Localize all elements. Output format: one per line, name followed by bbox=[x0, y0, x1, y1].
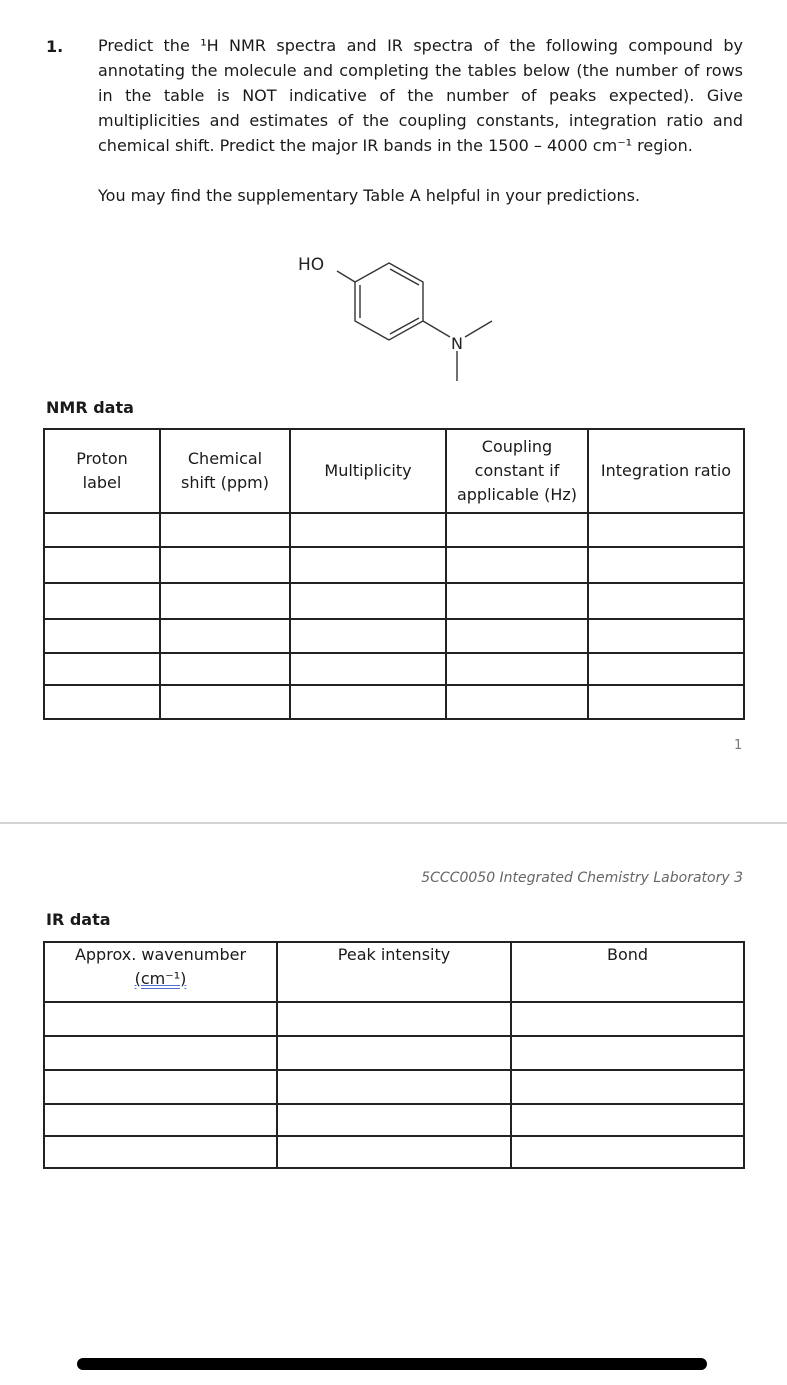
nmr-section-label: NMR data bbox=[46, 398, 134, 417]
nmr-cell[interactable] bbox=[588, 653, 744, 685]
ir-cell[interactable] bbox=[277, 1104, 511, 1136]
table-row bbox=[44, 1070, 744, 1104]
n-methyl-bond bbox=[465, 321, 492, 337]
nmr-header-row bbox=[44, 429, 744, 513]
nmr-cell[interactable] bbox=[44, 513, 160, 547]
table-row bbox=[44, 547, 744, 583]
nmr-cell[interactable] bbox=[446, 547, 588, 583]
table-row bbox=[44, 619, 744, 653]
nmr-cell[interactable] bbox=[290, 583, 446, 619]
ir-cell[interactable] bbox=[511, 1104, 744, 1136]
page-number: 1 bbox=[734, 738, 743, 753]
nmr-cell[interactable] bbox=[588, 583, 744, 619]
course-footer: 5CCC0050 Integrated Chemistry Laboratory 3 bbox=[421, 870, 743, 886]
nmr-cell[interactable] bbox=[446, 583, 588, 619]
nmr-cell[interactable] bbox=[588, 547, 744, 583]
nmr-cell[interactable] bbox=[44, 619, 160, 653]
question-paragraph: Predict the ¹H NMR spectra and IR spectra of the following compound by annotating the molecule and completing the tables below (the number of rows in the table is NOT indicative of the number of peaks expected). Give multiplicities and estimates of the coupling constants, integration ratio and chemical shift. Predict the major IR bands in the 1500 – 4000 cm⁻¹ region. bbox=[98, 36, 743, 155]
nmr-table bbox=[43, 428, 745, 720]
ir-cell[interactable] bbox=[511, 1136, 744, 1168]
nmr-cell[interactable] bbox=[290, 685, 446, 719]
nmr-cell[interactable] bbox=[290, 619, 446, 653]
nmr-cell[interactable] bbox=[290, 653, 446, 685]
nmr-cell[interactable] bbox=[446, 685, 588, 719]
table-row bbox=[44, 1104, 744, 1136]
nmr-cell[interactable] bbox=[160, 547, 290, 583]
nmr-cell[interactable] bbox=[446, 619, 588, 653]
benzene-ring bbox=[355, 263, 423, 340]
table-row bbox=[44, 685, 744, 719]
hydroxyl-label: HO bbox=[298, 255, 325, 275]
nmr-cell[interactable] bbox=[160, 685, 290, 719]
nmr-cell[interactable] bbox=[160, 513, 290, 547]
nmr-cell[interactable] bbox=[588, 513, 744, 547]
ir-cell[interactable] bbox=[44, 1002, 277, 1036]
nmr-cell[interactable] bbox=[160, 653, 290, 685]
table-row bbox=[44, 1002, 744, 1036]
nmr-cell[interactable] bbox=[160, 619, 290, 653]
ir-cell[interactable] bbox=[44, 1036, 277, 1070]
ir-cell[interactable] bbox=[277, 1070, 511, 1104]
nitrogen-label: N bbox=[451, 334, 463, 353]
ir-cell[interactable] bbox=[277, 1036, 511, 1070]
ir-cell[interactable] bbox=[511, 1002, 744, 1036]
table-row bbox=[44, 583, 744, 619]
nmr-cell[interactable] bbox=[44, 583, 160, 619]
ir-cell[interactable] bbox=[511, 1036, 744, 1070]
ring-to-n-bond bbox=[423, 321, 450, 337]
page-divider bbox=[0, 822, 787, 824]
table-row bbox=[44, 1036, 744, 1070]
header-peak-intensity: Peak intensity bbox=[277, 942, 511, 1002]
ir-cell[interactable] bbox=[44, 1104, 277, 1136]
nmr-cell[interactable] bbox=[446, 653, 588, 685]
ir-table bbox=[43, 941, 745, 1169]
ir-cell[interactable] bbox=[277, 1136, 511, 1168]
question-text bbox=[98, 33, 743, 158]
header-wavenumber: Approx. wavenumber (cm⁻¹) bbox=[44, 942, 277, 1002]
nmr-cell[interactable] bbox=[44, 685, 160, 719]
question-number: 1. bbox=[46, 37, 64, 56]
nmr-cell[interactable] bbox=[446, 513, 588, 547]
header-multiplicity: Multiplicity bbox=[290, 429, 446, 513]
ir-cell[interactable] bbox=[277, 1002, 511, 1036]
wavenumber-unit: (cm⁻¹) bbox=[134, 969, 187, 988]
header-bond: Bond bbox=[511, 942, 744, 1002]
header-integration-ratio: Integration ratio bbox=[588, 429, 744, 513]
table-row bbox=[44, 513, 744, 547]
nmr-cell[interactable] bbox=[290, 513, 446, 547]
ir-cell[interactable] bbox=[44, 1070, 277, 1104]
ir-cell[interactable] bbox=[44, 1136, 277, 1168]
nmr-cell[interactable] bbox=[290, 547, 446, 583]
nmr-cell[interactable] bbox=[160, 583, 290, 619]
header-proton-label: Proton label bbox=[44, 429, 160, 513]
nmr-cell[interactable] bbox=[44, 547, 160, 583]
ho-bond bbox=[337, 271, 355, 282]
ir-section-label: IR data bbox=[46, 910, 111, 929]
header-coupling-constant: Coupling constant if applicable (Hz) bbox=[446, 429, 588, 513]
molecule-structure bbox=[280, 245, 520, 390]
question-hint: You may find the supplementary Table A helpful in your predictions. bbox=[98, 186, 641, 205]
home-indicator-bar[interactable] bbox=[77, 1358, 707, 1370]
header-chemical-shift: Chemical shift (ppm) bbox=[160, 429, 290, 513]
ir-header-row bbox=[44, 942, 744, 1002]
nmr-cell[interactable] bbox=[44, 653, 160, 685]
table-row bbox=[44, 653, 744, 685]
nmr-cell[interactable] bbox=[588, 619, 744, 653]
table-row bbox=[44, 1136, 744, 1168]
ir-cell[interactable] bbox=[511, 1070, 744, 1104]
nmr-cell[interactable] bbox=[588, 685, 744, 719]
